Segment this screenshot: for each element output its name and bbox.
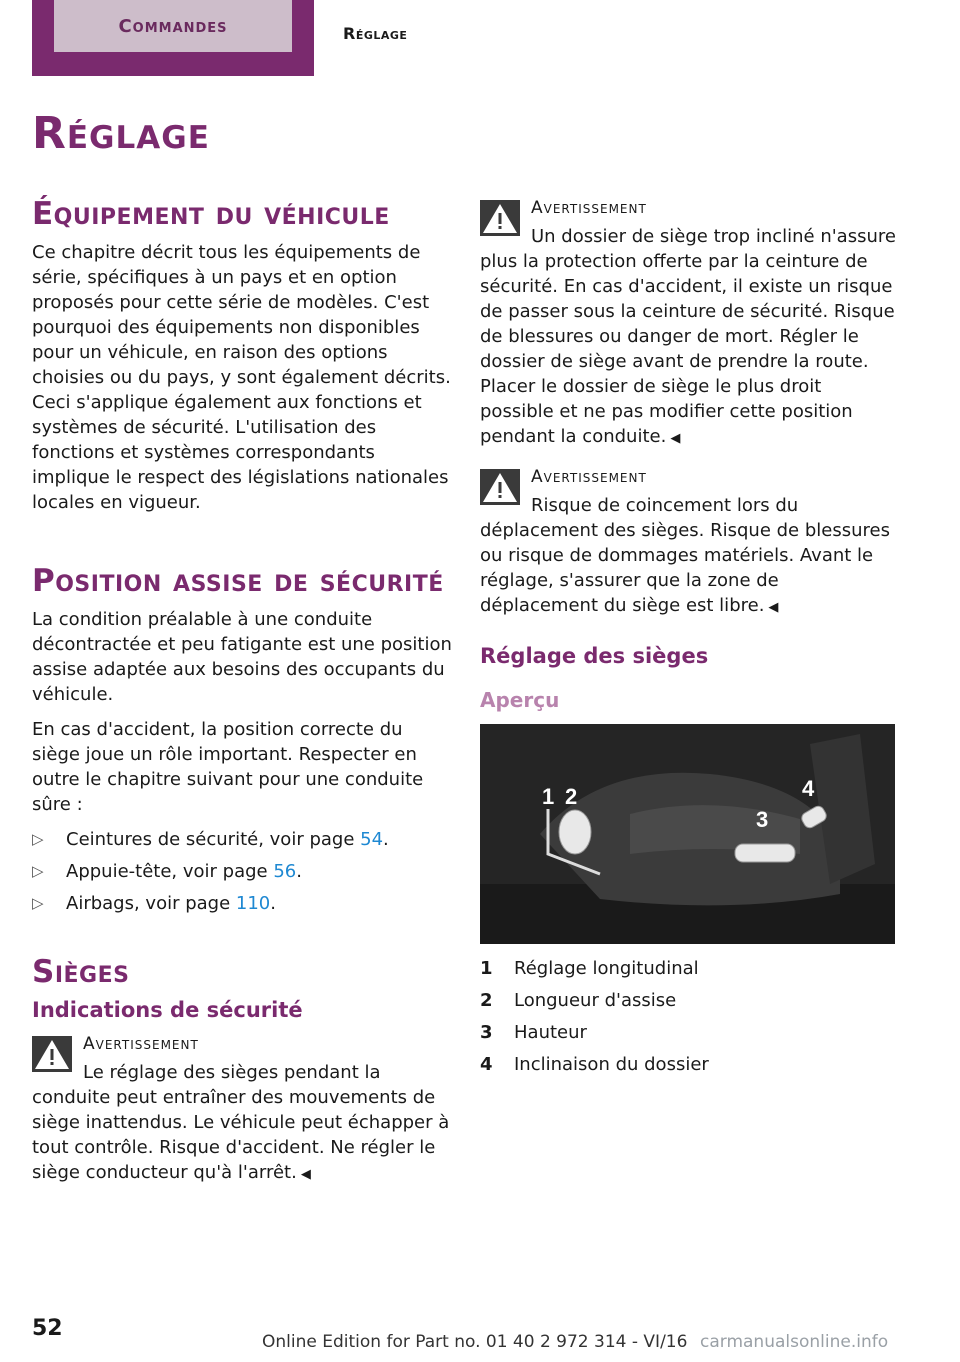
warning-title: Avertissement [83,1034,199,1054]
left-column [32,196,452,1201]
legend-label: Hauteur [514,1022,587,1043]
warning-block [480,196,898,451]
list-item: ▷ Airbags, voir page 110. [32,893,276,914]
legend-label: Réglage longitudinal [514,958,699,979]
list-item [480,988,898,1013]
callout-label: 3 [756,807,769,832]
heading-sieges: Sièges [32,954,130,990]
page-number: 52 [32,1316,63,1341]
right-column [480,196,898,1084]
position-text-2: En cas d'accident, la position correcte du siège joue un rôle important. Respecter en outre le chapitre suivant pour une conduite sûre : [32,719,424,815]
warning-block [32,1032,452,1187]
callout-label: 4 [802,776,815,801]
heading-reglage-sieges: Réglage des sièges [480,644,709,668]
warning-text: Un dossier de siège trop incliné n'assure plus la protection offerte par la ceinture de sécurité. En cas d'accident, il existe un risque de passer sous la ceinture de sécurité. Risque de blessures ou danger de mort. Régler le dossier de siège avant de prendre la route. Placer le dossier de siège le plus droit possible et ne pas modifier cette position pendant la conduite. [480,226,896,447]
warning-text: Le réglage des sièges pendant la conduite peut entraîner des mouvements de siège inattendus. Le véhicule peut échapper à tout contrôle. Risque d'accident. Ne régler le siège conducteur qu'à l'arrêt. [32,1062,450,1183]
callout-label: 1 [542,784,555,809]
heading-indications: Indications de sécurité [32,998,303,1022]
legend-number: 3 [480,1022,493,1043]
seat-controls-photo [480,724,895,944]
list-item: ▷ Appuie-tête, voir page 56. [32,861,302,882]
photo-legend [480,956,898,1077]
list-item [480,1052,898,1077]
legend-number: 1 [480,958,493,979]
end-mark-icon: ◀ [670,431,681,446]
warning-triangle-icon [480,200,520,236]
warning-title: Avertissement [531,198,647,218]
legend-number: 2 [480,990,493,1011]
position-text-1: La condition préalable à une conduite décontractée et peu fatigante est une position assise adaptée aux besoins des occupants du véhicule. [32,609,452,705]
warning-triangle-icon [480,469,520,505]
edition-footer: Online Edition for Part no. 01 40 2 972 314 - VI/16 [262,1332,688,1352]
page-link[interactable]: 56 [273,861,297,882]
list-item [480,956,898,981]
warning-triangle-icon [32,1036,72,1072]
chapter-tab [32,0,314,76]
bullet-triangle-icon: ▷ [32,894,44,912]
page-link[interactable]: 110 [235,893,271,914]
warning-block [480,465,898,620]
bullet-triangle-icon: ▷ [32,862,44,880]
page-title: Réglage [32,108,210,159]
list-item [480,1020,898,1045]
heading-equipement: Équipement du véhicule [32,196,390,232]
list-item: ▷ Ceintures de sécurité, voir page 54. [32,829,389,850]
heading-position: Position assise de sécurité [32,563,444,599]
reference-list [32,827,452,916]
end-mark-icon: ◀ [300,1167,311,1182]
watermark: carmanualsonline.info [700,1332,889,1352]
section-label: Réglage [343,24,408,43]
equipement-text: Ce chapitre décrit tous les équipements de série, spécifiques à un pays et en option proposés pour cette série de modèles. C'est pourquoi des équipements non disponibles pour un véhicule, en raison des options choisies ou du pays, y sont également décrits. Ceci s'applique également aux fonctions et systèmes de sécurité. L'utilisation des fonctions et systèmes correspondants implique le respect des législations nationales locales en vigueur. [32,242,451,513]
end-mark-icon: ◀ [768,600,779,615]
bullet-triangle-icon: ▷ [32,830,44,848]
warning-text: Risque de coincement lors du déplacement des sièges. Risque de blessures ou risque de dommages matériels. Avant le réglage, s'assurer que la zone de déplacement du siège est libre. [480,495,890,616]
chapter-tab-label: Commandes [54,0,292,52]
legend-number: 4 [480,1054,493,1075]
legend-label: Inclinaison du dossier [514,1054,709,1075]
page-link[interactable]: 54 [360,829,384,850]
legend-label: Longueur d'assise [514,990,677,1011]
warning-title: Avertissement [531,467,647,487]
heading-apercu: Aperçu [480,688,560,712]
callout-label: 2 [565,784,578,809]
